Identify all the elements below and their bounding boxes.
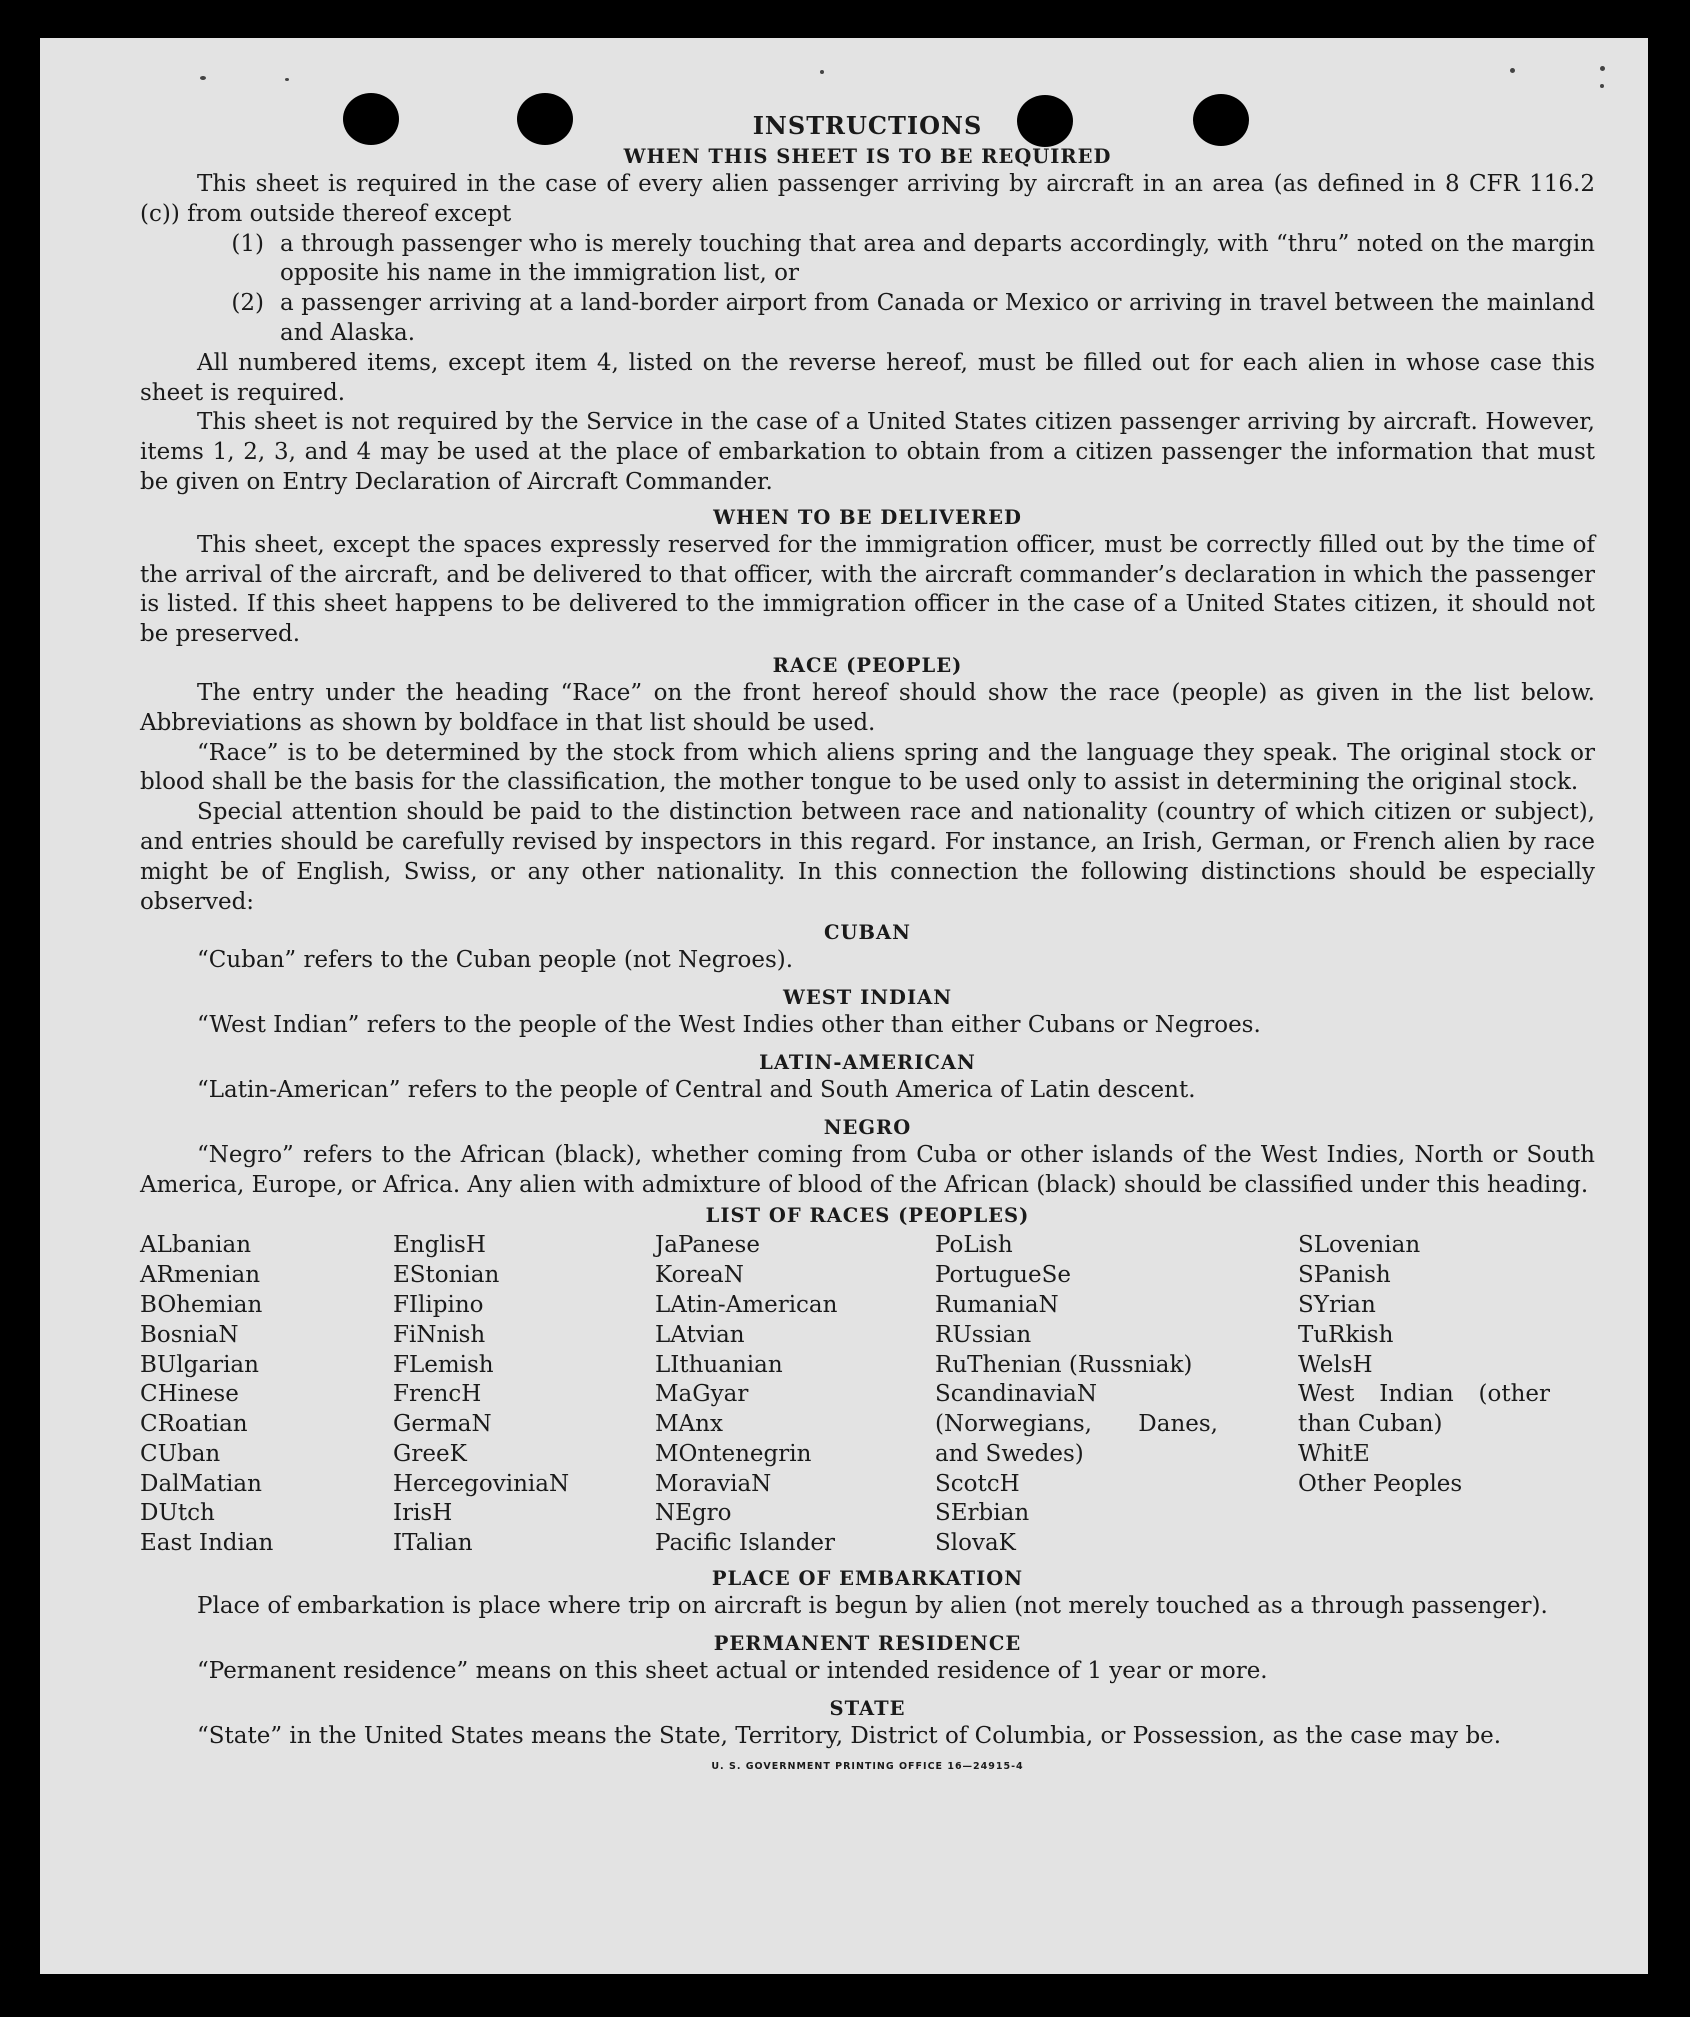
race-entry: East Indian xyxy=(140,1530,274,1557)
race-column xyxy=(393,1231,655,1559)
paper-speck xyxy=(200,76,206,80)
section-heading: LATIN-AMERICAN xyxy=(759,1050,976,1074)
paragraph: “Latin-American” refers to the people of Central and South America of Latin descent. xyxy=(197,1076,1196,1103)
race-entry: GermaN xyxy=(393,1411,492,1438)
paragraph: This sheet is required in the case of every alien passenger arriving by aircraft in an area (as defined in 8 CFR 116.2 (c)) from outside thereof except xyxy=(140,171,1595,227)
race-entry: SPanish xyxy=(1298,1262,1391,1289)
race-entry: Other Peoples xyxy=(1298,1470,1463,1497)
item-text: a through passenger who is merely touching that area and departs accordingly, with “thru” noted on the margin opposite his name in the immigration list, or xyxy=(280,230,1595,287)
section-heading: CUBAN xyxy=(824,921,911,945)
paragraph: Special attention should be paid to the distinction between race and nationality (country of which citizen or subject), and entries should be carefully revised by inspectors in this regard. For instance, an Irish, German, or French alien by race might be of English, Swiss, or any other nationality. In this connection the following distinctions should be especially observed: xyxy=(140,799,1595,915)
race-list xyxy=(140,1231,1595,1559)
paragraph: All numbered items, except item 4, listed on the reverse hereof, must be filled out for each alien in whose case this sheet is required. xyxy=(140,349,1595,406)
race-entry: FrencH xyxy=(393,1381,482,1408)
race-entry: EnglisH xyxy=(393,1232,486,1259)
section-heading: NEGRO xyxy=(823,1115,912,1139)
race-entry: SErbian xyxy=(935,1500,1030,1527)
race-entry: FIlipino xyxy=(393,1291,484,1318)
race-entry: RUssian xyxy=(935,1321,1032,1348)
paragraph: “West Indian” refers to the people of the West Indies other than either Cubans or Negroes. xyxy=(197,1012,1261,1039)
race-entry: LAtin-American xyxy=(655,1291,838,1318)
paragraph: Place of embarkation is place where trip on aircraft is begun by alien (not merely touched as a through passenger). xyxy=(197,1593,1548,1620)
section-heading: WHEN THIS SHEET IS TO BE REQUIRED xyxy=(623,145,1112,168)
paragraph: This sheet is not required by the Service in the case of a United States citizen passenger arriving by aircraft. However, items 1, 2, 3, and 4 may be used at the place of embarkation to obtain from a citizen passenger the information that must be given on Entry Declaration of Aircraft Commander. xyxy=(140,409,1595,495)
race-entry: DUtch xyxy=(140,1500,215,1527)
paragraph: “Race” is to be determined by the stock from which aliens spring and the language they speak. The original stock or blood shall be the basis for the classification, the mother tongue to be used only to assist in determining the original stock. xyxy=(140,739,1595,796)
list-item xyxy=(140,230,1595,290)
race-entry: MAnx xyxy=(655,1411,723,1438)
race-entry: PortugueSe xyxy=(935,1262,1071,1289)
paragraph: The entry under the heading “Race” on the front hereof should show the race (people) as given in the list below. Abbreviations as shown by boldface in that list should be used. xyxy=(140,679,1595,736)
page-title: INSTRUCTIONS xyxy=(752,111,983,140)
race-entry: KoreaN xyxy=(655,1262,744,1289)
paper-speck xyxy=(285,78,289,81)
race-entry: ScotcH xyxy=(935,1470,1020,1497)
race-entry: MaGyar xyxy=(655,1381,749,1408)
race-entry: West Indian (other than Cuban) xyxy=(1298,1381,1550,1438)
race-entry: WelsH xyxy=(1298,1351,1373,1378)
race-entry: Pacific Islander xyxy=(655,1530,836,1557)
race-entry: LAtvian xyxy=(655,1321,745,1348)
bleed-through-stamp xyxy=(90,138,100,160)
printer-imprint: U. S. GOVERNMENT PRINTING OFFICE 16—24915-4 xyxy=(711,1761,1024,1773)
race-entry: DalMatian xyxy=(140,1470,262,1497)
paragraph: “Negro” refers to the African (black), whether coming from Cuba or other islands of the West Indies, North or South America, Europe, or Africa. Any alien with admixture of blood of the African (black) should be classified under this heading. xyxy=(140,1141,1595,1198)
race-column xyxy=(655,1231,935,1559)
race-entry: SlovaK xyxy=(935,1530,1016,1557)
document-page xyxy=(40,38,1648,1974)
race-entry: BUlgarian xyxy=(140,1351,259,1378)
paragraph: “Permanent residence” means on this sheet actual or intended residence of 1 year or more. xyxy=(197,1657,1268,1684)
race-entry: WhitE xyxy=(1298,1440,1370,1467)
section-heading: WEST INDIAN xyxy=(782,986,953,1010)
race-entry: JaPanese xyxy=(655,1232,760,1259)
race-entry: FLemish xyxy=(393,1351,494,1378)
race-column xyxy=(1298,1231,1550,1559)
section-heading: WHEN TO BE DELIVERED xyxy=(713,505,1022,529)
paper-speck xyxy=(1510,68,1515,73)
race-entry: CUban xyxy=(140,1440,221,1467)
race-entry: SLovenian xyxy=(1298,1232,1421,1259)
race-entry: MOntenegrin xyxy=(655,1440,812,1467)
race-entry: RumaniaN xyxy=(935,1291,1059,1318)
paragraph: “Cuban” refers to the Cuban people (not Negroes). xyxy=(197,947,794,974)
race-entry: IrisH xyxy=(393,1500,453,1527)
race-entry: EStonian xyxy=(393,1262,500,1289)
race-entry: SYrian xyxy=(1298,1291,1376,1318)
race-entry: ITalian xyxy=(393,1530,473,1557)
race-entry: NEgro xyxy=(655,1500,732,1527)
section-heading: LIST OF RACES (PEOPLES) xyxy=(705,1204,1030,1228)
race-entry: ARmenian xyxy=(140,1262,261,1289)
race-entry: LIthuanian xyxy=(655,1351,783,1378)
race-entry: FiNnish xyxy=(393,1321,486,1348)
section-heading: RACE (PEOPLE) xyxy=(772,653,963,677)
race-column xyxy=(140,1231,393,1559)
race-entry: TuRkish xyxy=(1298,1321,1394,1348)
item-number: (1) xyxy=(231,230,264,257)
race-entry: HercegoviniaN xyxy=(393,1470,570,1497)
race-entry: ScandinaviaN (Norwegians, Danes, and Swedes) xyxy=(935,1381,1218,1467)
race-entry: ALbanian xyxy=(140,1232,252,1259)
race-entry: RuThenian (Russniak) xyxy=(935,1351,1193,1378)
paper-speck xyxy=(1600,84,1604,88)
paper-speck xyxy=(1600,66,1605,71)
paper-speck xyxy=(820,70,824,74)
section-heading: PERMANENT RESIDENCE xyxy=(713,1631,1022,1655)
section-heading: STATE xyxy=(829,1696,906,1720)
race-entry: BosniaN xyxy=(140,1321,239,1348)
paragraph: “State” in the United States means the State, Territory, District of Columbia, or Possession, as the case may be. xyxy=(197,1722,1502,1749)
race-entry: PoLish xyxy=(935,1232,1013,1259)
race-entry: CHinese xyxy=(140,1381,239,1408)
race-entry: GreeK xyxy=(393,1440,467,1467)
race-column xyxy=(935,1231,1218,1559)
race-entry: MoraviaN xyxy=(655,1470,772,1497)
race-entry: BOhemian xyxy=(140,1291,263,1318)
race-entry: CRoatian xyxy=(140,1411,248,1438)
section-heading: PLACE OF EMBARKATION xyxy=(711,1567,1024,1591)
item-text: a passenger arriving at a land-border airport from Canada or Mexico or arriving in travel between the mainland and Alaska. xyxy=(280,290,1595,346)
paragraph: This sheet, except the spaces expressly reserved for the immigration officer, must be correctly filled out by the time of the arrival of the aircraft, and be delivered to that officer, with the aircraft commander’s declaration in which the passenger is listed. If this sheet happens to be delivered to the immigration officer in the case of a United States citizen, it should not be preserved. xyxy=(140,531,1595,648)
instructions-content xyxy=(140,111,1595,1772)
item-number: (2) xyxy=(231,290,264,317)
list-item xyxy=(140,289,1595,349)
